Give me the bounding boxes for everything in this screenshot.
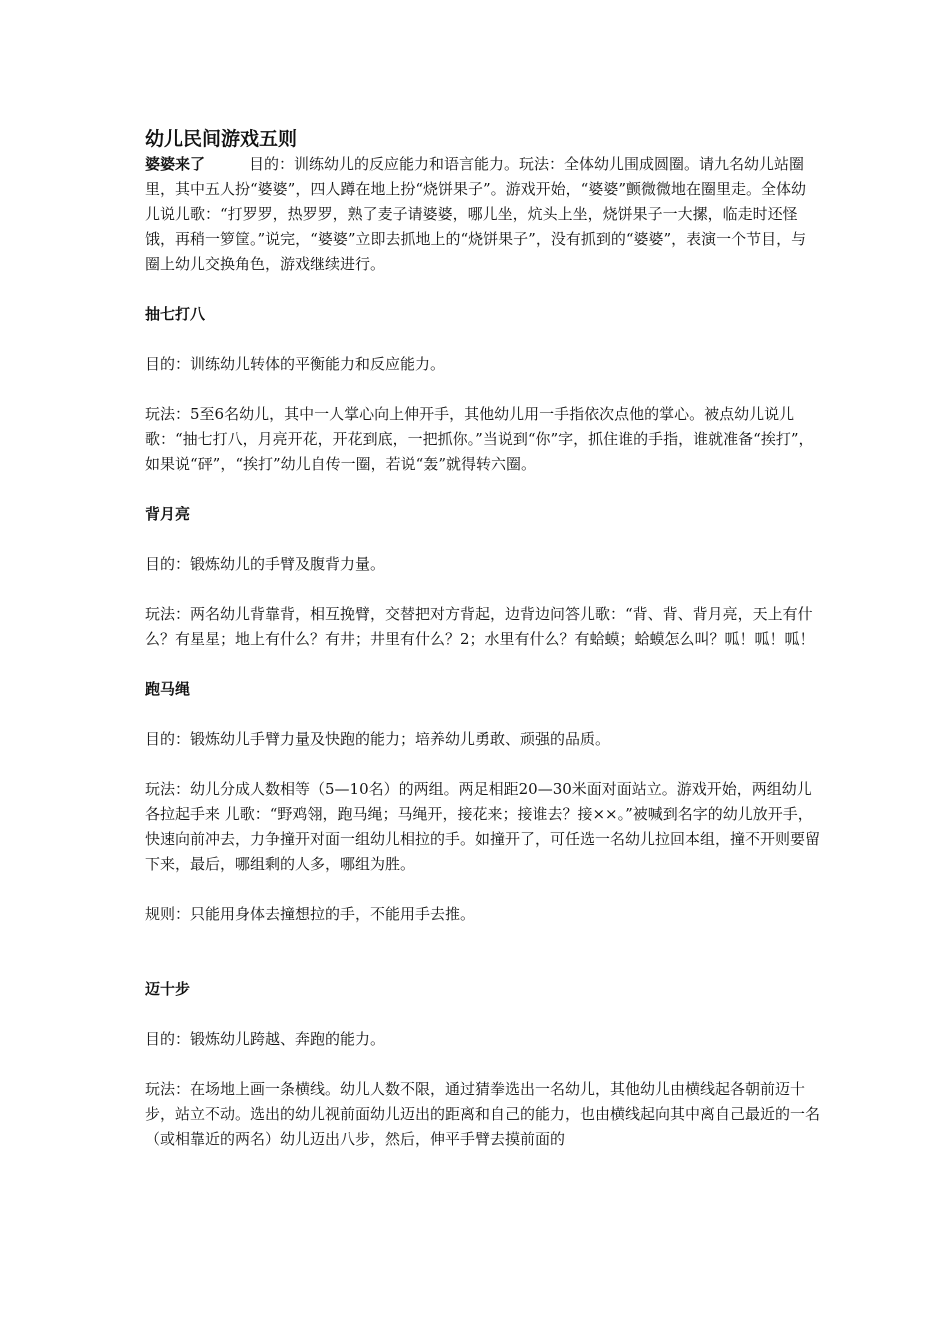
section-play: 玩法：全体幼儿围成圆圈。请九名幼儿站圈里，其中五人扮“婆婆”，四人蹲在地上扮“烧饼果子”。游戏开始，“婆婆”颤微微地在圈里走。全体幼儿说儿歌：“打罗罗，热罗罗，熟了麦子请婆婆，哪儿坐，炕头上坐，烧饼果子一大摞，临走时还怪饿，再稍一箩筐。”说完，“婆婆”立即去抓地上的“烧饼果子”，没有抓到的“婆婆”，表演一个节目，与圈上幼儿交换角色，游戏继续进行。 xyxy=(145,155,807,273)
section-purpose: 目的：锻炼幼儿的手臂及腹背力量。 xyxy=(145,555,386,573)
section-heading: 抽七打八 xyxy=(145,305,206,323)
section-purpose: 目的：锻炼幼儿跨越、奔跑的能力。 xyxy=(145,1030,386,1048)
document-title: 幼儿民间游戏五则 xyxy=(145,128,298,150)
section-purpose: 目的：锻炼幼儿手臂力量及快跑的能力；培养幼儿勇敢、顽强的品质。 xyxy=(145,730,611,748)
section-heading: 迈十步 xyxy=(145,980,191,998)
section-heading: 背月亮 xyxy=(145,505,191,523)
section-purpose: 目的：训练幼儿转体的平衡能力和反应能力。 xyxy=(145,355,446,373)
section-pozhu-intro xyxy=(145,152,820,277)
section-play: 玩法：在场地上画一条横线。幼儿人数不限，通过猜拳选出一名幼儿，其他幼儿由横线起各朝前迈十步，站立不动。选出的幼儿视前面幼儿迈出的距离和自己的能力，也由横线起向其中离自己最近的一名（或相靠近的两名）幼儿迈出八步，然后，伸平手臂去摸前面的 xyxy=(145,1080,821,1148)
section-heading: 跑马绳 xyxy=(145,680,191,698)
section-play: 玩法：幼儿分成人数相等（5—10名）的两组。两足相距20—30米面对面站立。游戏开始，两组幼儿各拉起手来 儿歌：“野鸡翎，跑马绳；马绳开，接花来；接谁去？接××。”被喊到名字的幼儿放开手，快速向前冲去，力争撞开对面一组幼儿相拉的手。如撞开了，可任选一名幼儿拉回本组，撞不开则要留下来，最后，哪组剩的人多，哪组为胜。 xyxy=(145,780,821,873)
section-play: 玩法：两名幼儿背靠背，相互挽臂，交替把对方背起，边背边问答儿歌：“背、背、背月亮，天上有什么？有星星；地上有什么？有井；井里有什么？2；水里有什么？有蛤蟆；蛤蟆怎么叫？呱！呱！呱！ xyxy=(145,605,815,648)
section-heading: 婆婆来了 xyxy=(145,155,206,173)
section-play: 玩法：5至6名幼儿，其中一人掌心向上伸开手，其他幼儿用一手指依次点他的掌心。被点幼儿说儿歌：“抽七打八，月亮开花，开花到底，一把抓你。”当说到“你”字，抓住谁的手指，谁就准备“挨打”，如果说“砰”，“挨打”幼儿自传一圈，若说“轰”就得转六圈。 xyxy=(145,405,814,473)
section-rule: 规则：只能用身体去撞想拉的手，不能用手去推。 xyxy=(145,905,476,923)
section-purpose: 目的：训练幼儿的反应能力和语言能力。 xyxy=(249,155,520,173)
document-page xyxy=(145,126,820,1152)
